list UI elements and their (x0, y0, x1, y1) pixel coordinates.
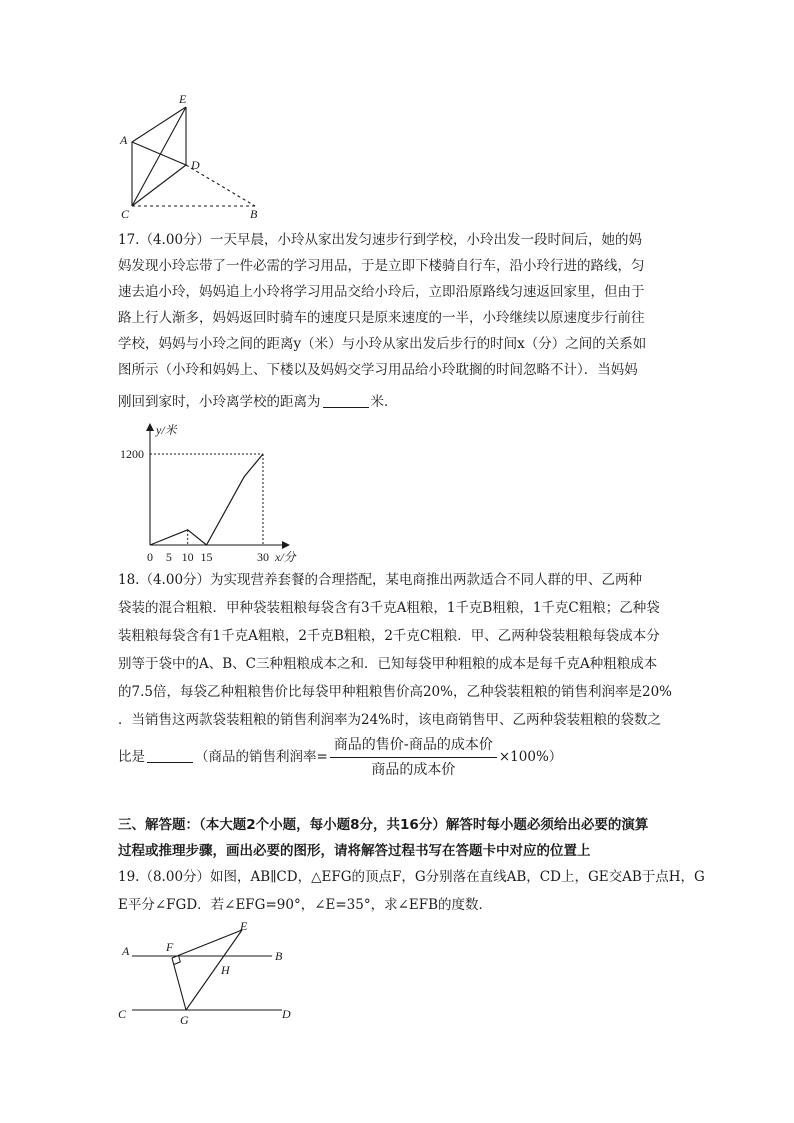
x-tick-label: 10 (181, 550, 194, 564)
y-tick-label: 1200 (120, 447, 144, 461)
segment-fe (172, 930, 242, 958)
segment-ae (132, 107, 186, 142)
q19-line-2: E平分∠FGD．若∠EFG=90°，∠E=35°，求∠EFB的度数． (118, 897, 493, 913)
q19-line-1: 19.（8.00分）如图，AB∥CD，△EFG的顶点F，G分别落在直线AB，CD上，GE交AB于点H，G (118, 869, 705, 885)
point-label-e: E (179, 92, 187, 106)
distance-time-chart (110, 415, 310, 565)
section-3-heading-line-2: 过程或推理步骤，画出必要的图形，请将解答过程书写在答题卡中对应的位置上 (118, 843, 591, 859)
point-label-b: B (250, 207, 258, 221)
y-axis-arrow (146, 423, 154, 431)
x-tick-label: 5 (165, 550, 172, 564)
point-label-a: A (122, 944, 130, 958)
geometry-figure-q19 (110, 918, 300, 1028)
q18-line-1: 18.（4.00分）为实现营养套餐的合理搭配，某电商推出两款适合不同人群的甲、乙两种 (118, 572, 643, 588)
point-label-g: G (180, 1013, 189, 1027)
q18-line-3: 装粗粮每袋含有1千克A粗粮，2千克B粗粮，2千克C粗粮．甲、乙两种袋装粗粮每袋成本分 (118, 628, 660, 644)
q17-line-5: 学校，妈妈与小玲之间的距离y（米）与小玲从家出发后步行的时间x（分）之间的关系如 (118, 336, 647, 352)
series-line-distance (150, 454, 263, 545)
x-tick-label: 0 (147, 550, 153, 564)
x-tick-label: 15 (200, 550, 213, 564)
point-label-a: A (120, 133, 128, 147)
segment-ec (132, 107, 186, 206)
answer-blank-q18 (147, 761, 193, 763)
q18-line-4: 别等于袋中的A、B、C三种粗粮成本之和．已知每袋甲种粗粮的成本是每千克A种粗粮成本 (118, 656, 658, 672)
point-label-b: B (275, 949, 283, 963)
segment-cd (132, 165, 186, 206)
q17-line-4: 路上行人渐多，妈妈返回时骑车的速度只是原来速度的一半，小玲继续以原速度步行前往 (118, 310, 645, 326)
q18-line-2: 袋装的混合粗粮．甲种袋装粗粮每袋含有3千克A粗粮，1千克B粗粮，1千克C粗粮；乙种袋 (118, 600, 660, 616)
point-label-f: F (166, 940, 174, 954)
point-label-h: H (221, 963, 230, 977)
segment-ge (186, 930, 242, 1010)
q17-line-3: 速去追小玲，妈妈追上小玲将学习用品交给小玲后，立即沿原路线匀速返回家里，但由于 (118, 284, 645, 300)
x-tick-label: 30 (257, 550, 269, 564)
point-label-d: D (282, 1007, 291, 1021)
q18-formula-suffix: ×100%） (498, 749, 563, 765)
segment-fg (172, 958, 186, 1010)
q17-line-6: 图所示（小玲和妈妈上、下楼以及妈妈交学习用品给小玲耽搁的时间忽略不计）．当妈妈 (118, 362, 638, 378)
q17-line-1: 17.（4.00分）一天早晨，小玲从家出发匀速步行到学校，小玲出发一段时间后，她的妈 (118, 232, 643, 248)
q17-line-2: 妈发现小玲忘带了一件必需的学习用品，于是立即下楼骑自行车，沿小玲行进的路线，匀 (118, 258, 645, 274)
q18-ratio-prefix: 比是 (118, 749, 145, 765)
q17-last-line-before: 刚回到家时，小玲离学校的距离为 (118, 394, 321, 410)
x-axis-label: x/分 (275, 550, 296, 564)
fraction-numerator: 商品的售价-商品的成本价 (330, 735, 497, 758)
geometry-figure-q16 (110, 90, 270, 225)
q18-line-6: ．当销售这两款袋装粗粮的销售利润率为24%时，该电商销售甲、乙两种袋装粗粮的袋数之 (118, 712, 662, 728)
q18-line-5: 的7.5倍，每袋乙种粗粮售价比每袋甲种粗粮售价高20%，乙种袋装粗粮的销售利润率是20% (118, 684, 672, 700)
point-label-c: C (118, 1007, 127, 1021)
x-axis-arrow (282, 541, 290, 549)
point-label-c: C (121, 207, 130, 221)
q17-last-line-after: 米． (370, 394, 398, 410)
q18-formula-prefix: （商品的销售利润率= (195, 749, 328, 765)
profit-rate-fraction (330, 735, 497, 780)
segment-ad (132, 142, 186, 165)
point-label-d: D (191, 158, 200, 172)
q17-line-7 (118, 392, 398, 412)
q18-line-7 (118, 735, 562, 780)
point-label-e: E (240, 919, 248, 933)
y-axis-label: y/米 (156, 423, 177, 437)
fraction-denominator: 商品的成本价 (371, 762, 456, 778)
answer-blank-q17 (323, 406, 369, 408)
section-3-heading-line-1: 三、解答题：（本大题2个小题，每小题8分，共16分）解答时每小题必须给出必要的演算 (118, 817, 649, 833)
